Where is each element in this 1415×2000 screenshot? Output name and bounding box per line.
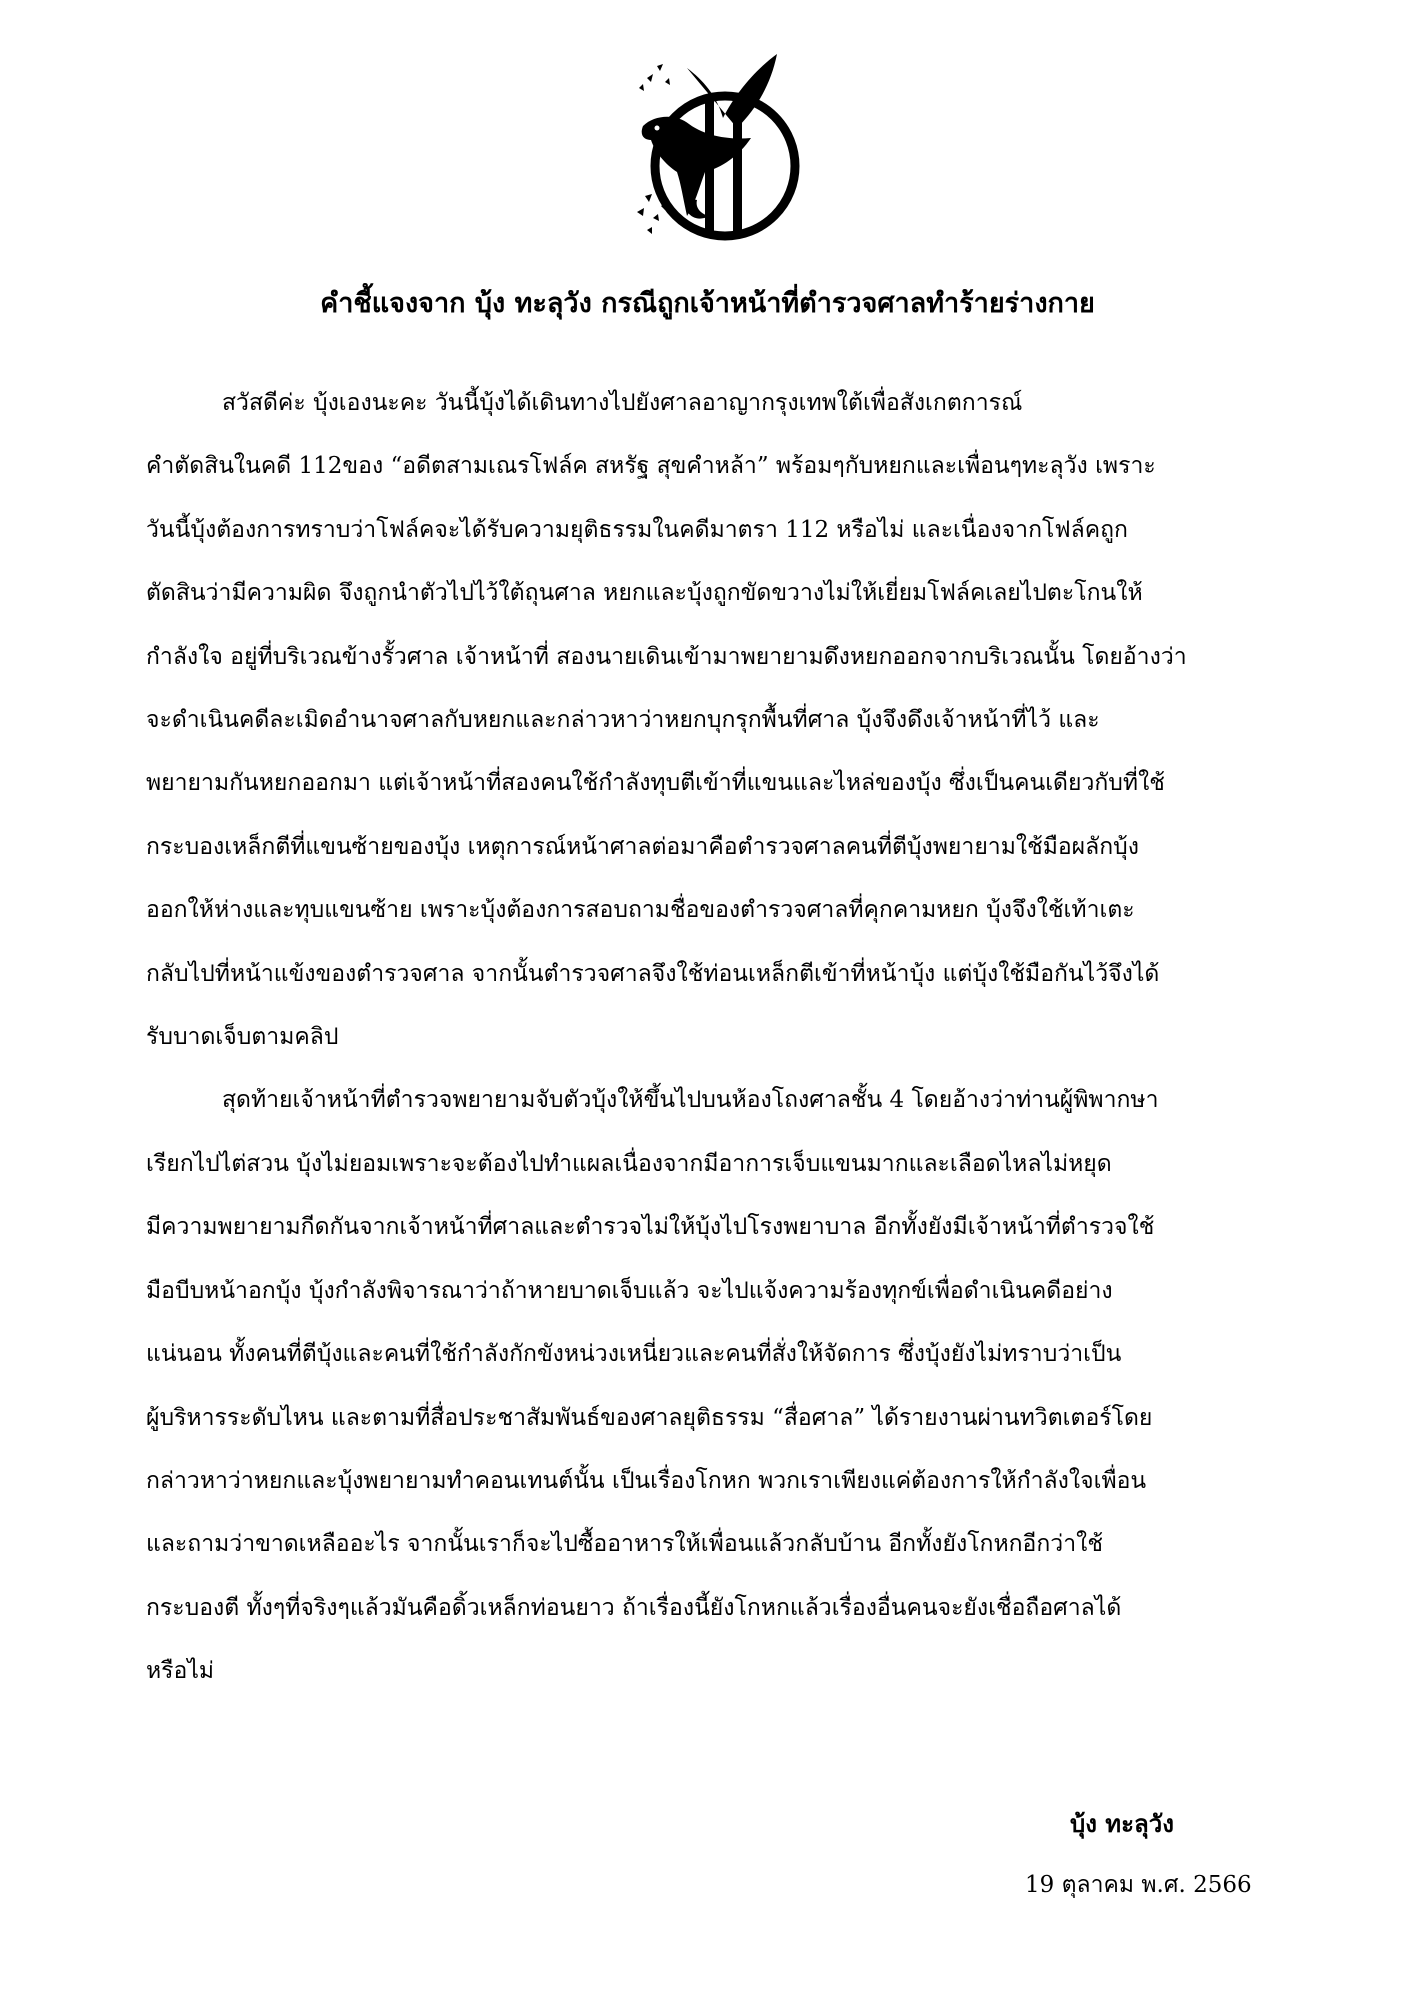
text-line: ตัดสินว่ามีความผิด จึงถูกนำตัวไปไว้ใต้ถุนศาล หยกและบุ้งถูกขัดขวางไม่ให้เยี่ยมโฟล์คเลยไปตะโกนให้ xyxy=(146,580,1143,607)
signature-name: บุ้ง ทะลุวัง xyxy=(1070,1809,1174,1838)
text-line: สวัสดีค่ะ บุ้งเองนะคะ วันนี้บุ้งได้เดินทางไปยังศาลอาญากรุงเทพใต้เพื่อสังเกตการณ์ xyxy=(222,390,1023,416)
text-line: รับบาดเจ็บตามคลิป xyxy=(146,1024,339,1051)
text-line: กระบองตี ทั้งๆที่จริงๆแล้วมันคือดิ้วเหล็กท่อนยาว ถ้าเรื่องนี้ยังโกหกแล้วเรื่องอื่นคนจะยังเชื่อถือศาลได้ xyxy=(146,1594,1122,1621)
signature-date: 19 ตุลาคม พ.ศ. 2566 xyxy=(1025,1872,1252,1898)
text-line: คำตัดสินในคดี 112ของ “อดีตสามเณรโฟล์ค สหรัฐ สุขคำหล้า” พร้อมๆกับหยกและเพื่อนๆทะลุวัง เพราะ xyxy=(146,453,1156,480)
text-line: เรียกไปไต่สวน บุ้งไม่ยอมเพราะจะต้องไปทำแผลเนื่องจากมีอาการเจ็บแขนมากและเลือดไหลไม่หยุด xyxy=(146,1150,1112,1177)
text-line: จะดำเนินคดีละเมิดอำนาจศาลกับหยกและกล่าวหาว่าหยกบุกรุกพื้นที่ศาล บุ้งจึงดึงเจ้าหน้าที่ไว้ และ xyxy=(146,707,1100,734)
text-line: พยายามกันหยกออกมา แต่เจ้าหน้าที่สองคนใช้กำลังทุบตีเข้าที่แขนและไหล่ของบุ้ง ซึ่งเป็นคนเดียวกับที่ใช้ xyxy=(146,770,1165,797)
text-line: กลับไปที่หน้าแข้งของตำรวจศาล จากนั้นตำรวจศาลจึงใช้ท่อนเหล็กตีเข้าที่หน้าบุ้ง แต่บุ้งใช้มือกันไว้จึงได้ xyxy=(146,960,1160,987)
text-line: แน่นอน ทั้งคนที่ตีบุ้งและคนที่ใช้กำลังกักขังหน่วงเหนี่ยวและคนที่สั่งให้จัดการ ซึ่งบุ้งยังไม่ทราบว่าเป็น xyxy=(146,1341,1122,1368)
paragraph xyxy=(146,1069,1318,1703)
text-line: สุดท้ายเจ้าหน้าที่ตำรวจพยายามจับตัวบุ้งให้ขึ้นไปบนห้องโถงศาลชั้น 4 โดยอ้างว่าท่านผู้พิพากษา xyxy=(222,1087,1159,1114)
text-line: ออกให้ห่างและทุบแขนซ้าย เพราะบุ้งต้องการสอบถามชื่อของตำรวจศาลที่คุกคามหยก บุ้งจึงใช้เท้าเตะ xyxy=(146,897,1135,924)
text-line: วันนี้บุ้งต้องการทราบว่าโฟล์คจะได้รับความยุติธรรมในคดีมาตรา 112 หรือไม่ และเนื่องจากโฟล์คถูก xyxy=(146,516,1128,543)
text-line: และถามว่าขาดเหลืออะไร จากนั้นเราก็จะไปซื้ออาหารให้เพื่อนแล้วกลับบ้าน อีกทั้งยังโกหกอีกว่าใช้ xyxy=(146,1531,1103,1558)
text-line: มือบีบหน้าอกบุ้ง บุ้งกำลังพิจารณาว่าถ้าหายบาดเจ็บแล้ว จะไปแจ้งความร้องทุกข์เพื่อดำเนินคดีอย่าง xyxy=(146,1277,1113,1304)
text-line: กระบองเหล็กตีที่แขนซ้ายของบุ้ง เหตุการณ์หน้าศาลต่อมาคือตำรวจศาลคนที่ตีบุ้งพยายามใช้มือผลักบุ้ง xyxy=(146,833,1140,860)
document-body xyxy=(146,372,1318,1704)
dove-emblem-icon xyxy=(625,48,815,248)
paragraph xyxy=(146,372,1318,1069)
text-line: มีความพยายามกีดกันจากเจ้าหน้าที่ศาลและตำรวจไม่ให้บุ้งไปโรงพยาบาล อีกทั้งยังมีเจ้าหน้าที่ตำรวจใช้ xyxy=(146,1214,1155,1241)
text-line: หรือไม่ xyxy=(146,1658,215,1685)
text-line: กล่าวหาว่าหยกและบุ้งพยายามทำคอนเทนต์นั้น เป็นเรื่องโกหก พวกเราเพียงแค่ต้องการให้กำลังใจเพื่อน xyxy=(146,1467,1147,1494)
document-title: คำชี้แจงจาก บุ้ง ทะลุวัง กรณีถูกเจ้าหน้าที่ตำรวจศาลทำร้ายร่างกาย xyxy=(320,288,1095,319)
text-line: ผู้บริหารระดับไหน และตามที่สื่อประชาสัมพันธ์ของศาลยุติธรรม “สื่อศาล” ได้รายงานผ่านทวิตเตอร์โดย xyxy=(146,1404,1153,1431)
text-line: กำลังใจ อยู่ที่บริเวณข้างรั้วศาล เจ้าหน้าที่ สองนายเดินเข้ามาพยายามดึงหยกออกจากบริเวณนั้น โดยอ้างว่า xyxy=(146,643,1187,670)
